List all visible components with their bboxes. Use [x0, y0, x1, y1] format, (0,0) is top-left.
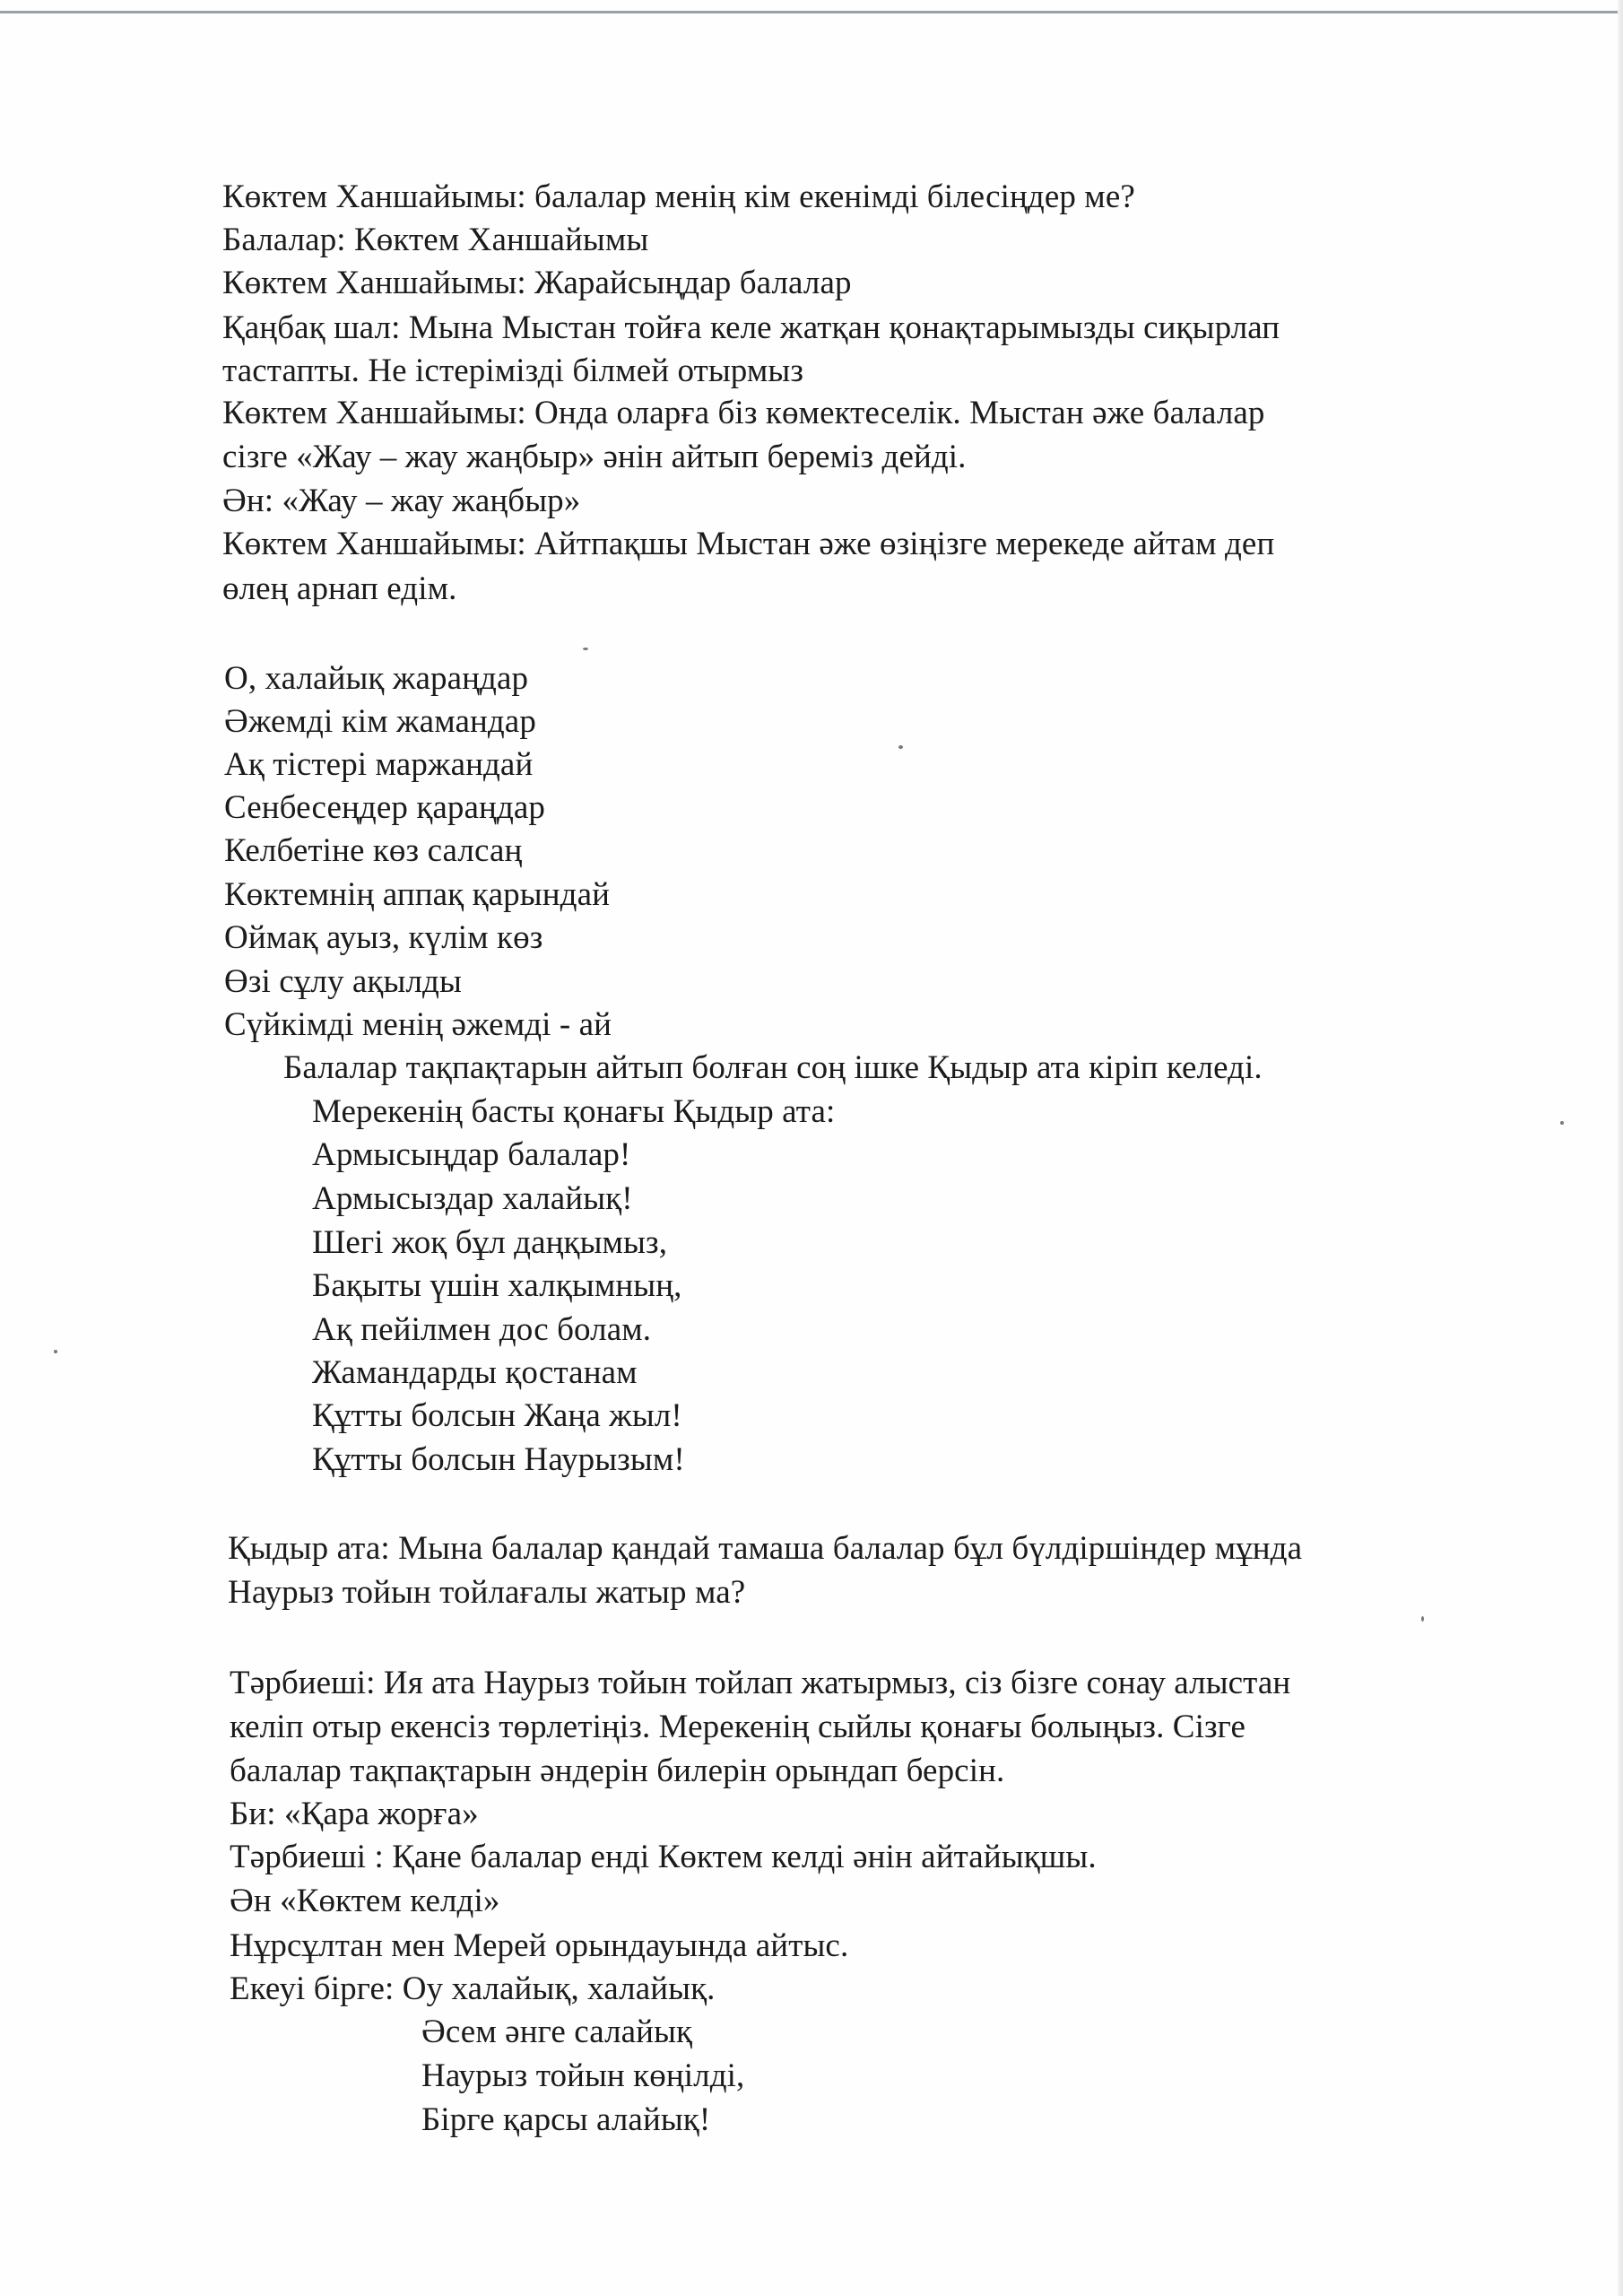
dialogue-line: Көктем Ханшайымы: балалар менің кім екенімді білесіңдер ме?	[222, 178, 1135, 215]
dialogue-line: Көктем Ханшайымы: Айтпақшы Мыстан әже өзіңізге мерекеде айтам деп	[222, 526, 1275, 562]
verse-line: Бақыты үшін халқымның,	[312, 1267, 682, 1304]
poem-line: Сенбесеңдер қараңдар	[224, 789, 545, 826]
scan-speck	[1421, 1616, 1424, 1622]
dialogue-line: Қыдыр ата: Мына балалар қандай тамаша балалар бұл бүлдіршіндер мұнда	[228, 1530, 1303, 1567]
stage-direction: Балалар тақпақтарын айтып болған соң ішке Қыдыр ата кіріп келеді.	[283, 1049, 1263, 1086]
poem-line: Ақ тістері маржандай	[224, 746, 534, 783]
verse-line: Әсем әнге салайық	[421, 2013, 693, 2050]
verse-line: Бірге қарсы алайық!	[421, 2101, 711, 2138]
dialogue-line: өлең арнап едім.	[222, 570, 457, 607]
dialogue-line: Көктем Ханшайымы: Жарайсыңдар балалар	[222, 265, 852, 301]
verse-line: Жамандарды қостанам	[312, 1354, 638, 1391]
poem-line: Әжемді кім жамандар	[224, 703, 536, 740]
dialogue-line: Балалар: Көктем Ханшайымы	[222, 222, 649, 258]
dialogue-line: Нұрсұлтан мен Мерей орындауында айтыс.	[230, 1927, 849, 1964]
scan-speck	[898, 745, 903, 749]
dialogue-line: Би: «Қара жорға»	[230, 1796, 479, 1832]
dialogue-line: Екеуі бірге: Оу халайық, халайық.	[230, 1970, 716, 2007]
dialogue-line: келіп отыр екенсіз төрлетіңіз. Мерекенің сыйлы қонағы болыңыз. Сізге	[230, 1709, 1245, 1745]
poem-line: Оймақ ауыз, күлім көз	[224, 919, 543, 956]
dialogue-line: Ән «Көктем келді»	[230, 1883, 500, 1919]
top-border-line	[0, 11, 1623, 13]
scan-speck	[54, 1350, 57, 1353]
scan-speck	[583, 648, 588, 650]
verse-line: Мерекенің басты қонағы Қыдыр ата:	[312, 1093, 836, 1130]
dialogue-line: сізге «Жау – жау жаңбыр» әнін айтып береміз дейді.	[222, 439, 967, 475]
dialogue-line: Көктем Ханшайымы: Онда оларға біз көмектеселік. Мыстан әже балалар	[222, 395, 1265, 431]
scan-edge-shadow	[1618, 0, 1623, 2296]
poem-line: О, халайық жараңдар	[224, 660, 529, 697]
verse-line: Ақ пейілмен дос болам.	[312, 1311, 652, 1348]
verse-line: Шегі жоқ бұл даңқымыз,	[312, 1224, 668, 1261]
verse-line: Құтты болсын Наурызым!	[312, 1441, 685, 1478]
dialogue-line: Қаңбақ шал: Мына Мыстан тойға келе жатқан қонақтарымызды сиқырлап	[222, 309, 1280, 346]
dialogue-line: Тәрбиеші: Ия ата Наурыз тойын тойлап жатырмыз, сіз бізге сонау алыстан	[230, 1665, 1291, 1701]
verse-line: Наурыз тойын көңілді,	[421, 2057, 745, 2094]
verse-line: Армысыңдар балалар!	[312, 1136, 631, 1173]
poem-line: Келбетіне көз салсаң	[224, 832, 523, 869]
poem-line: Сүйкімді менің әжемді - ай	[224, 1006, 612, 1043]
poem-line: Көктемнің аппақ қарындай	[224, 876, 610, 913]
verse-line: Құтты болсын Жаңа жыл!	[312, 1397, 682, 1434]
dialogue-line: Наурыз тойын тойлағалы жатыр ма?	[228, 1574, 746, 1611]
dialogue-line: балалар тақпақтарын әндерін билерін орындап берсін.	[230, 1752, 1005, 1789]
dialogue-line: Ән: «Жау – жау жаңбыр»	[222, 483, 581, 519]
verse-line: Армысыздар халайық!	[312, 1180, 633, 1217]
dialogue-line: тастапты. Не істерімізді білмей отырмыз	[222, 352, 804, 389]
dialogue-line: Тәрбиеші : Қане балалар енді Көктем келді әнін айтайықшы.	[230, 1839, 1097, 1875]
scan-speck	[1560, 1121, 1564, 1125]
poem-line: Өзі сұлу ақылды	[224, 963, 462, 1000]
